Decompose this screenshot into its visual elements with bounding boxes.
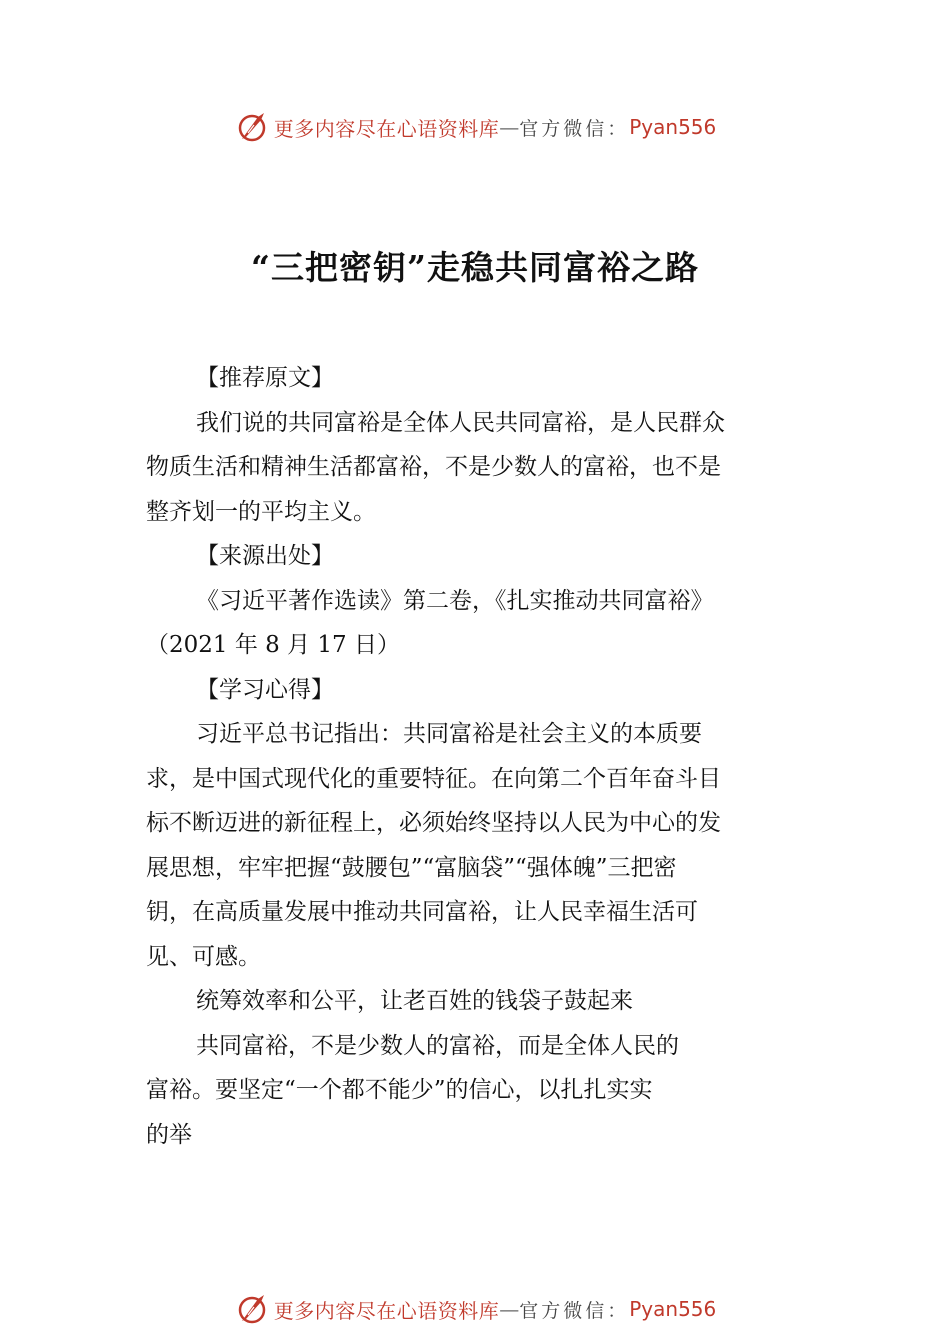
banner-wechat-id: Pyan556	[629, 1297, 717, 1321]
banner-main-text: 更多内容尽在心语资料库	[273, 1298, 500, 1323]
text-line: 我们说的共同富裕是全体人民共同富裕，是人民群众	[196, 409, 725, 436]
quill-logo-icon	[234, 1291, 270, 1327]
last-paragraph	[146, 1024, 786, 1158]
banner-wechat-label: 官方微信：	[519, 117, 630, 140]
text-line: 求，是中国式现代化的重要特征。在向第二个百年奋斗目	[146, 765, 721, 792]
text-line: （2021 年 8 月 17 日）	[146, 632, 400, 658]
study-heading: 【学习心得】	[196, 676, 334, 703]
text-line: 展思想，牢牢把握“鼓腰包”“富脑袋”“强体魄”三把密	[146, 854, 677, 881]
source-paragraph	[146, 579, 786, 668]
quill-logo-icon	[234, 109, 270, 145]
document-body	[146, 356, 786, 1157]
banner-wechat-label: 官方微信：	[519, 1299, 630, 1322]
text-line: 钥，在高质量发展中推动共同富裕，让人民幸福生活可	[146, 899, 698, 925]
text-line: 标不断迈进的新征程上，必须始终坚持以人民为中心的发	[146, 810, 721, 836]
footer-banner	[0, 1289, 950, 1329]
banner-main-text: 更多内容尽在心语资料库	[273, 116, 500, 141]
study-paragraph	[146, 712, 786, 979]
banner-separator: —	[499, 115, 520, 139]
header-banner	[0, 107, 950, 147]
page-title: “三把密钥”走稳共同富裕之路	[251, 248, 699, 287]
text-line: 富裕。要坚定“一个都不能少”的信心，以扎扎实实	[146, 1077, 653, 1103]
text-line: 整齐划一的平均主义。	[146, 498, 376, 525]
recommended-heading: 【推荐原文】	[196, 365, 334, 391]
banner-separator: —	[499, 1297, 520, 1321]
text-line: 《习近平著作选读》第二卷，《扎实推动共同富裕》	[196, 587, 714, 614]
text-line: 习近平总书记指出：共同富裕是社会主义的本质要	[196, 721, 702, 747]
text-line: 物质生活和精神生活都富裕，不是少数人的富裕，也不是	[146, 454, 721, 480]
text-line: 共同富裕，不是少数人的富裕，而是全体人民的	[196, 1032, 679, 1059]
source-heading: 【来源出处】	[196, 543, 334, 569]
text-line: 见、可感。	[146, 943, 261, 970]
banner-wechat-id: Pyan556	[629, 115, 717, 139]
section-subheading: 统筹效率和公平，让老百姓的钱袋子鼓起来	[196, 988, 633, 1014]
recommended-paragraph	[146, 401, 786, 535]
text-line: 的举	[146, 1121, 192, 1148]
